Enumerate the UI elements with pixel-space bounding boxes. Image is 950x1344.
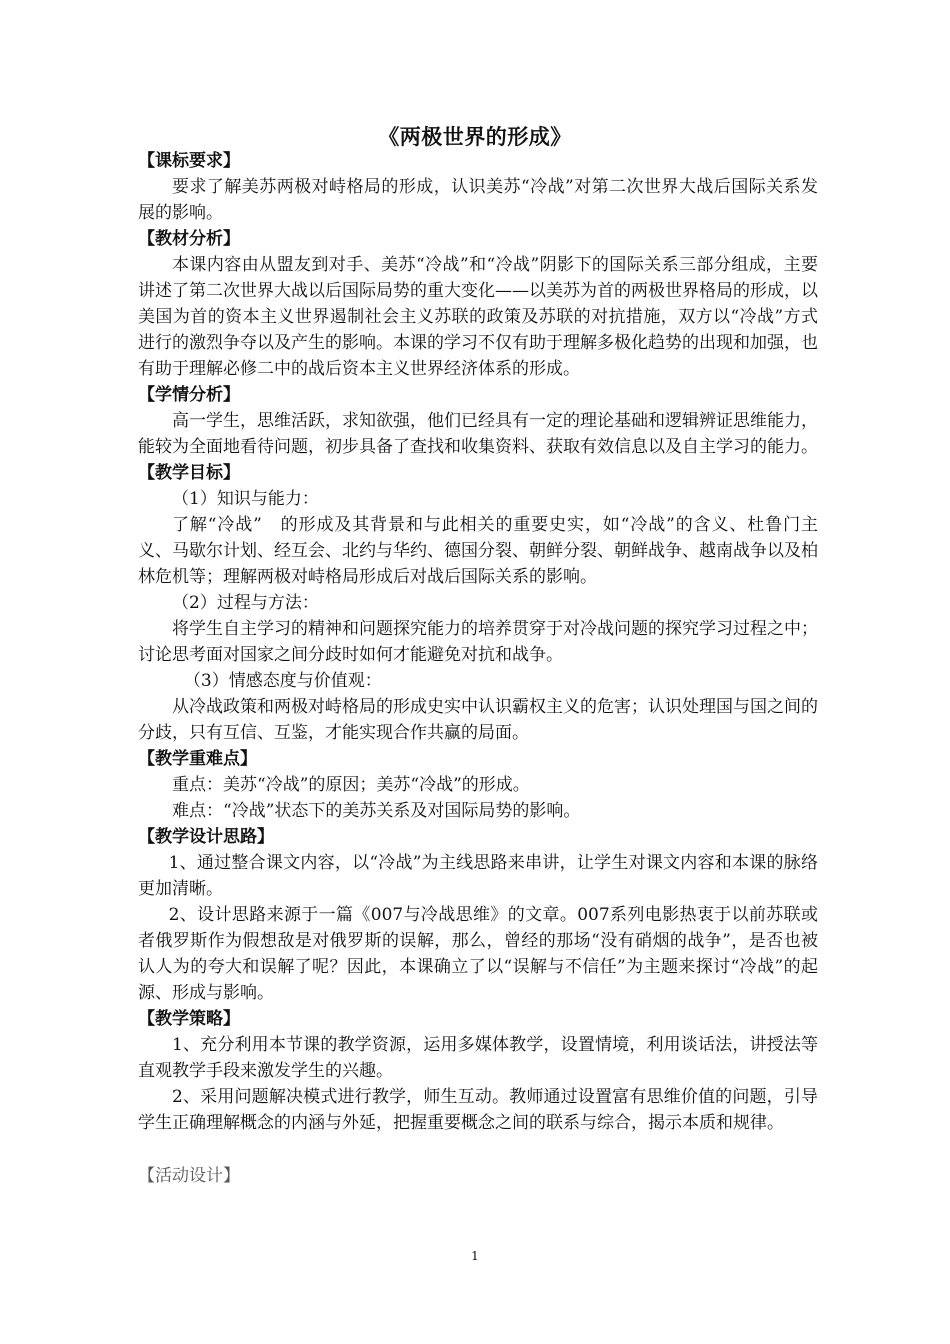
- paragraph: 了解“冷战” 的形成及其背景和与此相关的重要史实，如“冷战”的含义、杜鲁门主义、马歇尔计划、经互会、北约与华约、德国分裂、朝鲜分裂、朝鲜战争、越南战争以及柏林危机等；理解两极对峙格局形成后对战后国际关系的影响。: [138, 515, 818, 587]
- paragraph: 从冷战政策和两极对峙格局的形成史实中认识霸权主义的危害；认识处理国与国之间的分歧，只有互信、互鉴，才能实现合作共赢的局面。: [138, 697, 818, 743]
- section-heading-student-analysis: 【学情分析】: [138, 385, 240, 405]
- paragraph: 1、充分利用本节课的教学资源，运用多媒体教学，设置情境，利用谈话法，讲授法等直观教学手段来激发学生的兴趣。: [138, 1035, 818, 1081]
- page-number: 1: [471, 1249, 479, 1263]
- paragraph: 1、通过整合课文内容，以“冷战”为主线思路来串讲，让学生对课文内容和本课的脉络更加清晰。: [138, 853, 818, 899]
- paragraph: 本课内容由从盟友到对手、美苏“冷战”和“冷战”阴影下的国际关系三部分组成，主要讲述了第二次世界大战以后国际局势的重大变化——以美苏为首的两极世界格局的形成，以美国为首的资本主义世界遏制社会主义苏联的政策及苏联的对抗措施，双方以“冷战”方式进行的激烈争夺以及产生的影响。本课的学习不仅有助于理解多极化趋势的出现和加强，也有助于理解必修二中的战后资本主义世界经济体系的形成。: [138, 255, 818, 379]
- section-heading-activity-design: 【活动设计】: [138, 1166, 240, 1186]
- section-heading-key-points: 【教学重难点】: [138, 749, 257, 769]
- section-heading-textbook-analysis: 【教材分析】: [138, 229, 240, 249]
- section-heading-teaching-goals: 【教学目标】: [138, 463, 240, 483]
- paragraph: 2、采用问题解决模式进行教学，师生互动。教师通过设置富有思维价值的问题，引导学生正确理解概念的内涵与外延，把握重要概念之间的联系与综合，揭示本质和规律。: [138, 1087, 818, 1133]
- paragraph: 要求了解美苏两极对峙格局的形成，认识美苏“冷战”对第二次世界大战后国际关系发展的影响。: [138, 177, 818, 223]
- paragraph: 将学生自主学习的精神和问题探究能力的培养贯穿于对冷战问题的探究学习过程之中；讨论思考面对国家之间分歧时如何才能避免对抗和战争。: [138, 619, 818, 665]
- subheading-values: （3）情感态度与价值观：: [183, 671, 382, 691]
- paragraph: 难点：“冷战”状态下的美苏关系及对国际局势的影响。: [172, 801, 581, 821]
- paragraph: 重点：美苏“冷战”的原因；美苏“冷战”的形成。: [172, 775, 530, 795]
- section-heading-design-ideas: 【教学设计思路】: [138, 827, 274, 847]
- section-heading-teaching-strategy: 【教学策略】: [138, 1009, 240, 1029]
- subheading-knowledge: （1）知识与能力：: [172, 489, 319, 509]
- paragraph: 2、设计思路来源于一篇《007与冷战思维》的文章。007系列电影热衷于以前苏联或者俄罗斯作为假想敌是对俄罗斯的误解，那么，曾经的那场“没有硝烟的战争”，是否也被认人为的夸大和误解了呢？因此，本课确立了以“误解与不信任”为主题来探讨“冷战”的起源、形成与影响。: [138, 905, 818, 1003]
- document-body: [138, 148, 818, 1189]
- paragraph: 高一学生，思维活跃，求知欲强，他们已经具有一定的理论基础和逻辑辨证思维能力，能较为全面地看待问题，初步具备了查找和收集资料、获取有效信息以及自主学习的能力。: [138, 411, 818, 457]
- document-title: 《两极世界的形成》: [378, 124, 572, 149]
- section-heading-curriculum: 【课标要求】: [138, 151, 240, 171]
- subheading-process: （2）过程与方法：: [172, 593, 319, 613]
